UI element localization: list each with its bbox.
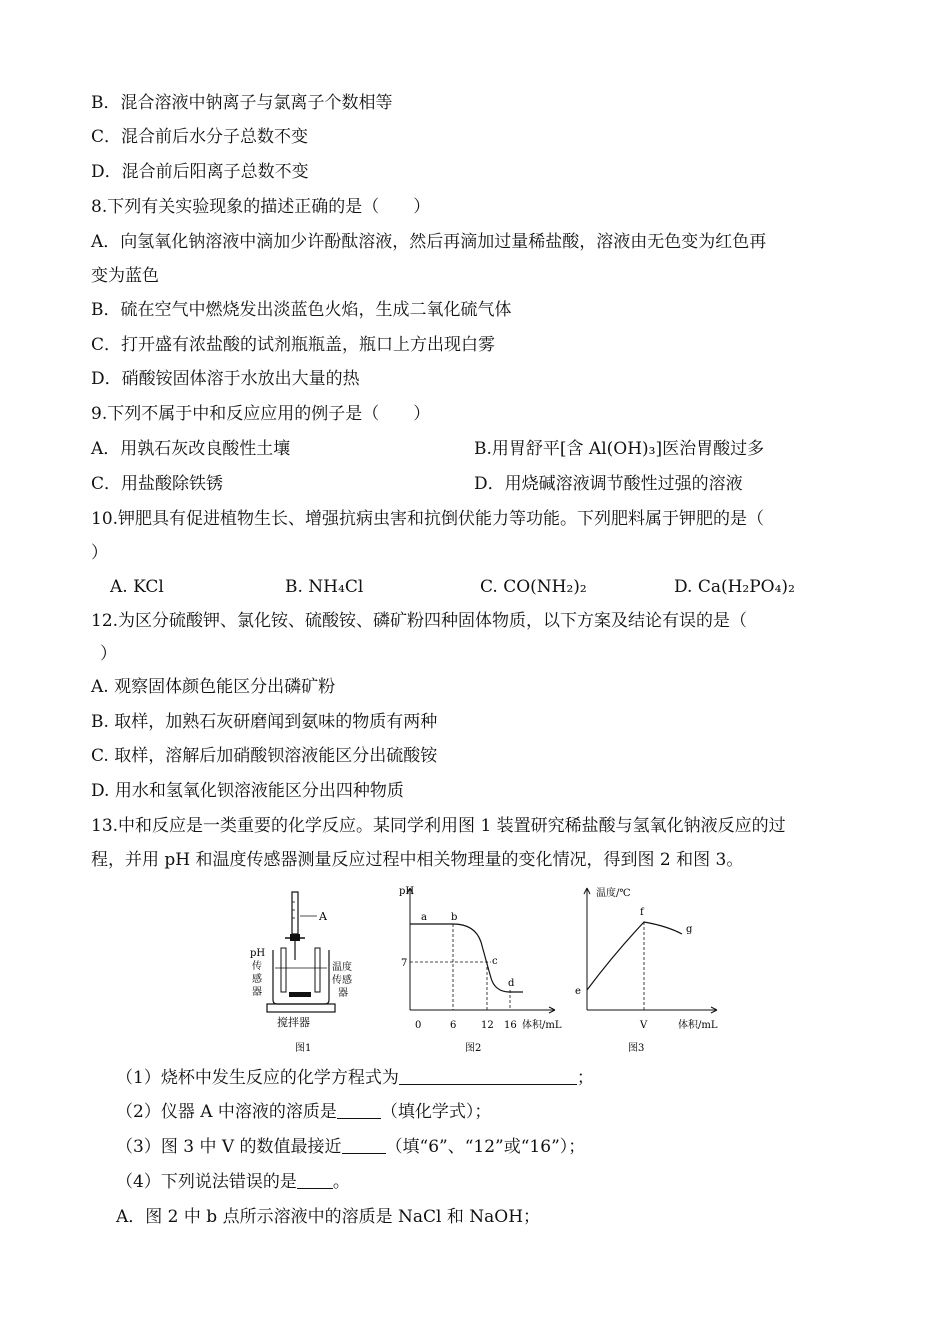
fig1-ph-sensor-label-1: pH [250, 948, 266, 959]
q13-sub2-suffix: （填化学式）； [380, 1102, 492, 1122]
fig1-ph-sensor-label-2: 传 [252, 961, 262, 972]
fig1-label-a: A [319, 910, 327, 923]
q8-option-c: C．打开盛有浓盐酸的试剂瓶瓶盖，瓶口上方出现白雾 [91, 335, 496, 355]
temp-sensor-probe [315, 948, 320, 992]
fig3-point-e: e [575, 986, 581, 997]
fig3-xlabel: 体积/mL [678, 1020, 718, 1031]
q13-subquestion-4 [116, 1171, 350, 1193]
q13-sub2-prompt: （2）仪器 A 中溶液的溶质是 [116, 1102, 337, 1122]
q13-sub3-answer-blank[interactable] [342, 1136, 386, 1154]
q13-sub1-suffix: ； [576, 1068, 594, 1088]
q10-option-c: C. CO(NH₂)₂ [480, 577, 587, 597]
fig1-temp-sensor-label-2: 传感 [332, 975, 352, 986]
figure-3-temperature-chart [572, 882, 732, 1058]
fig1-temp-sensor-label-3: 器 [338, 988, 348, 999]
fig2-ph-curve [410, 924, 523, 992]
fig3-caption: 图3 [628, 1043, 645, 1054]
fig2-y7-label: 7 [401, 958, 408, 969]
q7-option-c: C．混合前后水分子总数不变 [91, 127, 309, 147]
q13-subquestion-2 [116, 1101, 491, 1123]
fig2-point-a: a [421, 912, 427, 923]
fig3-xtick-v: V [640, 1020, 648, 1031]
q13-sub1-answer-blank[interactable] [399, 1067, 577, 1085]
q13-sub4-suffix: 。 [332, 1172, 350, 1192]
q9-option-a: A．用孰石灰改良酸性土壤 [91, 439, 291, 459]
q10-option-b: B. NH₄Cl [285, 577, 364, 597]
fig2-xtick-12: 12 [481, 1020, 494, 1031]
q12-option-b: B. 取样，加熟石灰研磨闻到氨味的物质有两种 [91, 712, 438, 732]
fig2-point-d: d [508, 978, 515, 989]
q13-sub3-prompt: （3）图 3 中 V 的数值最接近 [116, 1137, 342, 1157]
fig1-ph-sensor-label-4: 器 [252, 987, 262, 998]
q13-sub3-suffix: （填“6”、“12”或“16”）； [385, 1137, 586, 1157]
fig3-ylabel: 温度/℃ [596, 888, 631, 899]
fig2-point-c: c [492, 956, 498, 967]
q8-option-a-line2: 变为蓝色 [91, 266, 159, 286]
q8-stem: 8.下列有关实验现象的描述正确的是（ ） [91, 197, 431, 217]
q9-stem: 9.下列不属于中和反应应用的例子是（ ） [91, 404, 431, 424]
q13-stem-line2: 程，并用 pH 和温度传感器测量反应过程中相关物理量的变化情况，得到图 2 和图 3。 [91, 850, 744, 870]
q12-stem-line1: 12.为区分硫酸钾、氯化铵、硫酸铵、磷矿粉四种固体物质，以下方案及结论有误的是（ [91, 611, 748, 631]
q8-option-b: B．硫在空气中燃烧发出淡蓝色火焰，生成二氧化硫气体 [91, 300, 512, 320]
ph-sensor-probe [281, 948, 286, 992]
q12-stem-line2: ） [100, 644, 117, 664]
q9-option-c: C．用盐酸除铁锈 [91, 474, 224, 494]
q13-sub4-prompt: （4）下列说法错误的是 [116, 1172, 297, 1192]
figure-1-apparatus [245, 888, 375, 1058]
q10-option-a: A. KCl [110, 577, 164, 597]
fig2-xlabel: 体积/mL [522, 1020, 562, 1031]
figure-2-ph-chart [395, 882, 570, 1058]
fig3-point-g: g [686, 924, 693, 935]
q12-option-d: D. 用水和氢氧化钡溶液能区分出四种物质 [91, 781, 404, 801]
fig3-point-f: f [640, 907, 644, 918]
q9-option-d: D．用烧碱溶液调节酸性过强的溶液 [474, 474, 743, 494]
stirrer-base [267, 1004, 335, 1012]
q7-option-b: B．混合溶液中钠离子与氯离子个数相等 [91, 93, 393, 113]
burette-tube [292, 892, 298, 934]
q9-option-b: B.用胃舒平[含 Al(OH)₃]医治胃酸过多 [474, 439, 765, 459]
fig1-temp-sensor-label-1: 温度 [332, 962, 352, 973]
fig1-stirrer-label: 搅拌器 [277, 1016, 310, 1029]
fig3-temperature-curve [587, 922, 682, 990]
q8-option-a-line1: A．向氢氧化钠溶液中滴加少许酚酞溶液，然后再滴加过量稀盐酸，溶液由无色变为红色再 [91, 232, 767, 252]
q10-option-d: D. Ca(H₂PO₄)₂ [674, 577, 795, 597]
q10-stem-line2: ） [91, 543, 108, 563]
q12-option-a: A. 观察固体颜色能区分出磷矿粉 [91, 677, 336, 697]
stirrer-bar [289, 992, 311, 997]
q7-option-d: D．混合前后阳离子总数不变 [91, 162, 309, 182]
q8-option-d: D．硝酸铵固体溶于水放出大量的热 [91, 369, 360, 389]
q13-sub1-prompt: （1）烧杯中发生反应的化学方程式为 [116, 1068, 399, 1088]
q10-stem-line1: 10.钾肥具有促进植物生长、增强抗病虫害和抗倒伏能力等功能。下列肥料属于钾肥的是（ [91, 509, 765, 529]
fig2-ylabel: pH [399, 886, 415, 897]
fig2-point-b: b [451, 912, 458, 923]
fig1-caption: 图1 [295, 1043, 312, 1054]
fig1-ph-sensor-label-3: 感 [252, 974, 262, 985]
fig2-caption: 图2 [465, 1043, 482, 1054]
fig2-xtick-6: 6 [450, 1020, 457, 1031]
q12-option-c: C. 取样，溶解后加硝酸钡溶液能区分出硫酸铵 [91, 746, 438, 766]
fig2-xtick-16: 16 [504, 1020, 517, 1031]
q13-subquestion-1 [116, 1067, 594, 1089]
q13-option-a: A．图 2 中 b 点所示溶液中的溶质是 NaCl 和 NaOH； [116, 1207, 541, 1227]
q13-subquestion-3 [116, 1136, 585, 1158]
q13-sub2-answer-blank[interactable] [337, 1101, 381, 1119]
fig2-xtick-0: 0 [415, 1020, 422, 1031]
q13-sub4-answer-blank[interactable] [297, 1171, 333, 1189]
q13-stem-line1: 13.中和反应是一类重要的化学反应。某同学利用图 1 装置研究稀盐酸与氢氧化钠液反应的过 [91, 816, 786, 836]
